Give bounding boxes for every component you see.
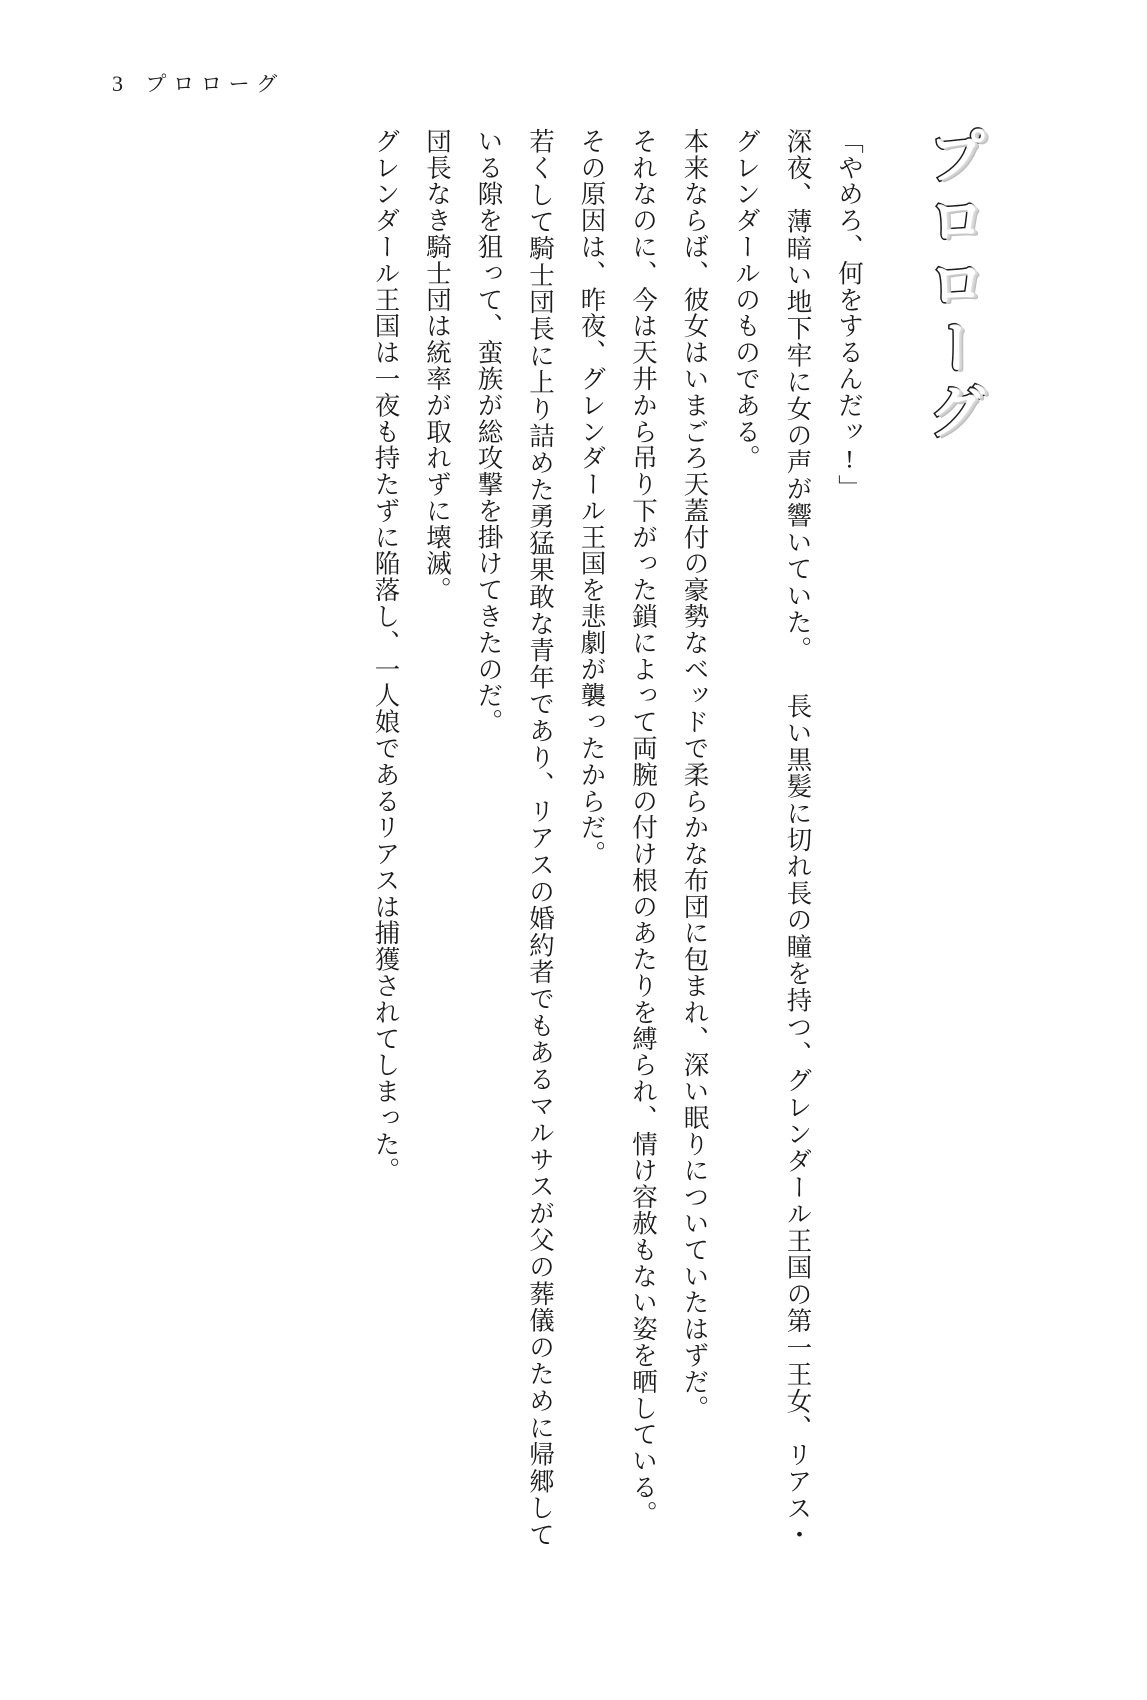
body-text xyxy=(112,128,1039,1548)
chapter-title: プロローグ xyxy=(918,126,986,445)
paragraph: それなのに、今は天井から吊り下がった鎖によって両腕の付け根のあたりを縛られ、情け容赦もない姿を晒している。 xyxy=(629,128,658,1527)
paragraph: その原因は、昨夜、グレンダール王国を悲劇が襲ったからだ。 xyxy=(577,128,607,867)
page-number: 3 xyxy=(112,71,124,96)
paragraph: 団長なき騎士団は統率が取れずに壊滅。 xyxy=(423,128,452,604)
paragraph: 「やめろ、何をするんだッ!」 xyxy=(835,128,864,501)
running-head xyxy=(112,68,284,98)
paragraph: 深夜、薄暗い地下牢に女の声が響いていた。 長い黒髪に切れ長の瞳を持つ、グレンダール王国の第一王女、リアス・グレンダールのものである。 xyxy=(732,128,813,1548)
paragraph: 若くして騎士団長に上り詰めた勇猛果敢な青年であり、リアスの婚約者でもあるマルサスが父の葬儀のために帰郷している隙を狙って、蛮族が総攻撃を掛けてきたのだ。 xyxy=(474,128,555,1548)
paragraph: グレンダール王国は一夜も持たずに陥落し、一人娘であるリアスは捕獲されてしまった。 xyxy=(371,128,401,1184)
paragraph: 本来ならば、彼女はいまごろ天蓋付の豪勢なベッドで柔らかな布団に包まれ、深い眠りについていたはずだ。 xyxy=(680,128,710,1422)
running-head-chapter: プロローグ xyxy=(145,72,285,96)
